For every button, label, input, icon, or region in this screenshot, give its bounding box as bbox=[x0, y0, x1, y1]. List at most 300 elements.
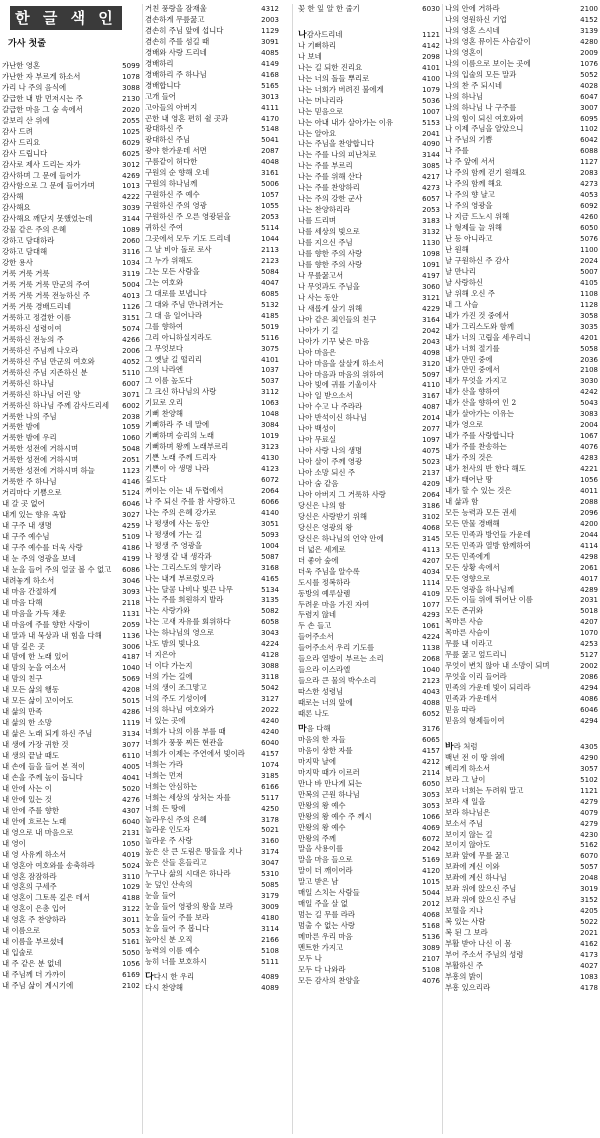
index-entry bbox=[145, 256, 279, 267]
index-entry bbox=[298, 293, 440, 304]
entry-number: 5042 bbox=[261, 684, 279, 693]
index-entry bbox=[2, 674, 140, 685]
entry-title: 감사해요 깨닫지 못했었는데 bbox=[2, 214, 93, 224]
index-entry bbox=[145, 716, 279, 727]
entry-number: 3123 bbox=[261, 443, 279, 452]
entry-number: 3012 bbox=[122, 160, 140, 169]
entry-title: 나 주를 bbox=[445, 146, 469, 156]
entry-title: 만왕의 주께 bbox=[298, 833, 337, 843]
entry-title: 내게 있는 향유 옥합 bbox=[2, 510, 67, 520]
entry-title: 내가 너의 고립을 세우리니 bbox=[445, 332, 531, 342]
entry-number: 3122 bbox=[122, 905, 140, 914]
entry-title: 내 구주 내 생명 bbox=[2, 521, 52, 531]
entry-number: 4222 bbox=[122, 193, 140, 202]
index-entry bbox=[145, 37, 279, 48]
index-entry bbox=[2, 685, 140, 696]
entry-number: 4283 bbox=[580, 454, 598, 463]
index-entry bbox=[145, 563, 279, 574]
entry-title: 거룩하신 전능의 주 bbox=[2, 334, 64, 344]
entry-title: 그 누가 위해도 bbox=[145, 255, 193, 265]
entry-number: 4140 bbox=[261, 508, 279, 517]
entry-number: 4123 bbox=[261, 465, 279, 474]
entry-title: 나 주의 영광을 bbox=[445, 201, 493, 211]
entry-number: 2123 bbox=[422, 677, 440, 686]
entry-title: 백년 전 이 땅 위에 bbox=[445, 752, 505, 762]
entry-title: 내 맘의 눈을 여소서 bbox=[2, 663, 67, 673]
entry-number: 6050 bbox=[422, 779, 440, 788]
index-entry bbox=[445, 672, 598, 683]
entry-title: 마음의 한 자들 bbox=[298, 734, 346, 744]
entry-number: 2088 bbox=[580, 497, 598, 506]
entry-number: 3164 bbox=[422, 315, 440, 324]
entry-number: 5069 bbox=[122, 675, 140, 684]
index-entry bbox=[145, 891, 279, 902]
index-entry bbox=[298, 183, 440, 194]
entry-title: 나 무엇과도 주님을 bbox=[298, 281, 360, 291]
index-entry bbox=[445, 917, 598, 928]
entry-title: 경배합니다 bbox=[145, 80, 181, 90]
index-entry bbox=[145, 245, 279, 256]
index-entry bbox=[445, 103, 598, 114]
entry-title: 나아 사랑 나의 생명 bbox=[298, 446, 363, 456]
entry-title: 내 삶은 노래 되게 하신 주님 bbox=[2, 729, 93, 739]
index-entry bbox=[445, 884, 598, 895]
entry-title: 내가 산을 향하여 인 2 bbox=[445, 398, 517, 408]
entry-number: 4230 bbox=[580, 830, 598, 839]
index-entry bbox=[445, 508, 598, 519]
index-entry bbox=[2, 663, 140, 674]
entry-title: 내 말과 내 묵상과 내 힘을 다해 bbox=[2, 630, 102, 640]
index-entry bbox=[445, 146, 598, 157]
entry-title: 나는 주를 나의 피난처로 bbox=[298, 150, 377, 160]
entry-number: 2077 bbox=[422, 425, 440, 434]
entry-number: 3183 bbox=[422, 217, 440, 226]
entry-title: 나아 소망 되신 주 bbox=[298, 468, 356, 478]
entry-number: 4076 bbox=[422, 976, 440, 985]
entry-title: 나의 안에 거하라 bbox=[445, 4, 500, 13]
entry-title: 난 원해 bbox=[445, 244, 469, 254]
entry-number: 1013 bbox=[122, 182, 140, 191]
entry-number: 2064 bbox=[422, 490, 440, 499]
entry-title: 강하고 담대하라 bbox=[2, 236, 55, 246]
entry-title: 나는 알아요 bbox=[298, 128, 337, 138]
index-entry bbox=[298, 757, 440, 768]
index-entry bbox=[298, 304, 440, 315]
entry-number: 4100 bbox=[422, 74, 440, 83]
entry-number: 6066 bbox=[261, 497, 279, 506]
entry-title: 거친 풍랑을 잠재울 bbox=[145, 4, 207, 13]
entry-title: 나의 힘이 되신 여호와여 bbox=[445, 113, 524, 123]
entry-number: 2053 bbox=[261, 213, 279, 222]
entry-number: 5037 bbox=[261, 377, 279, 386]
index-entry bbox=[445, 830, 598, 841]
entry-title: 내 영혼의 구세주 bbox=[2, 882, 57, 892]
entry-number: 4068 bbox=[422, 523, 440, 532]
index-entry bbox=[298, 205, 440, 216]
entry-number: 4068 bbox=[422, 911, 440, 920]
entry-number: 4075 bbox=[422, 447, 440, 456]
entry-title: 모든 만물 경배해 bbox=[445, 518, 500, 528]
entry-number: 1066 bbox=[422, 812, 440, 821]
index-entry bbox=[298, 96, 440, 107]
index-entry bbox=[445, 179, 598, 190]
entry-number: 3160 bbox=[261, 837, 279, 846]
index-entry bbox=[145, 168, 279, 179]
entry-number: 4212 bbox=[422, 757, 440, 766]
entry-number: 2083 bbox=[580, 169, 598, 178]
entry-number: 4090 bbox=[422, 140, 440, 149]
entry-title: 그곳에서 모두 기도 드리네 bbox=[145, 234, 231, 244]
index-entry bbox=[298, 52, 440, 63]
index-entry bbox=[445, 530, 598, 541]
index-entry bbox=[2, 313, 140, 324]
entry-title: 너의 주도 기성이에 bbox=[145, 694, 207, 704]
entry-title: 당신은 하나님의 언약 안에 bbox=[298, 533, 384, 543]
entry-number: 1114 bbox=[422, 578, 440, 587]
entry-title: 그 옛날 길 떨리리 bbox=[145, 354, 203, 364]
entry-title: 내가 할 수 있는 것은 bbox=[445, 485, 512, 495]
entry-title: 내가 영으로 bbox=[445, 420, 484, 430]
entry-title: 내 주님께 더 가까이 bbox=[2, 970, 67, 980]
index-entry bbox=[145, 825, 279, 836]
entry-title: 나아 같은 죄인들의 친구 bbox=[298, 314, 377, 324]
entry-title: 높은 산 큰 도림은 땅들을 지나 bbox=[145, 847, 243, 857]
index-entry bbox=[2, 751, 140, 762]
index-entry bbox=[445, 961, 598, 972]
index-entry bbox=[445, 15, 598, 26]
index-entry bbox=[2, 510, 140, 521]
index-entry bbox=[445, 157, 598, 168]
entry-title: 내가 너희 절기를 bbox=[445, 343, 500, 353]
entry-number: 5074 bbox=[122, 324, 140, 333]
entry-number: 4110 bbox=[422, 381, 440, 390]
entry-title: 보좌에 계신 하나님 bbox=[445, 873, 507, 883]
entry-number: 5085 bbox=[261, 881, 279, 890]
index-entry bbox=[298, 370, 440, 381]
index-entry bbox=[145, 749, 279, 760]
entry-title: 강물 같은 주의 은혜 bbox=[2, 225, 67, 235]
entry-number: 6046 bbox=[580, 706, 598, 714]
entry-title: 너희가 이제는 주연에서 빛이라 bbox=[145, 748, 245, 758]
entry-title: 거룩하신 주님께 나오라 bbox=[2, 345, 79, 355]
entry-number: 5057 bbox=[580, 863, 598, 872]
entry-title: 나아가 기 길 bbox=[298, 325, 339, 335]
entry-number: 6092 bbox=[580, 202, 598, 211]
entry-number: 2068 bbox=[422, 655, 440, 664]
entry-title: 두 손 들고 bbox=[298, 621, 332, 631]
entry-title: 내가 산을 향하여 bbox=[445, 387, 500, 397]
entry-title: 가리 나 주의 음식에 bbox=[2, 82, 67, 92]
entry-number: 5082 bbox=[261, 607, 279, 616]
entry-number: 6050 bbox=[580, 224, 598, 233]
entry-number: 3134 bbox=[122, 730, 140, 739]
index-entry bbox=[145, 595, 279, 606]
index-entry bbox=[445, 464, 598, 475]
entry-number: 1121 bbox=[422, 30, 440, 39]
entry-title: 만왕의 왕 예수 주 께시 bbox=[298, 811, 372, 821]
index-entry bbox=[145, 486, 279, 497]
entry-number: 1108 bbox=[580, 289, 598, 298]
letter-heading: 바 bbox=[445, 741, 454, 752]
entry-number: 1070 bbox=[580, 629, 598, 638]
entry-number: 2012 bbox=[422, 900, 440, 909]
index-entry bbox=[298, 391, 440, 402]
entry-title: 나 주님의 기쁨 bbox=[445, 135, 493, 145]
index-entry bbox=[445, 278, 598, 289]
entry-number: 5109 bbox=[122, 532, 140, 541]
entry-number: 2131 bbox=[122, 828, 140, 837]
entry-number: 1044 bbox=[261, 235, 279, 244]
index-entry bbox=[145, 442, 279, 453]
index-entry bbox=[298, 271, 440, 282]
entry-title: 내려놓게 하소서 bbox=[2, 575, 55, 585]
entry-number: 6057 bbox=[422, 195, 440, 204]
entry-number: 5041 bbox=[261, 136, 279, 145]
entry-number: 3043 bbox=[261, 629, 279, 638]
entry-number: 4312 bbox=[261, 5, 279, 13]
entry-title: 믿음의 형제들이여 bbox=[445, 715, 505, 725]
entry-number: 5099 bbox=[122, 62, 140, 70]
entry-number: 1050 bbox=[122, 839, 140, 848]
entry-number: 4146 bbox=[122, 478, 140, 487]
entry-number: 5058 bbox=[580, 344, 598, 353]
entry-title: 내 눈을 들어 주의 얼굴 볼 수 없고 bbox=[2, 564, 112, 574]
entry-title: 나는 너의 돌들 뿌리로 bbox=[298, 73, 370, 83]
index-entry bbox=[145, 81, 279, 92]
index-entry bbox=[298, 556, 440, 567]
index-entry bbox=[445, 661, 598, 672]
index-entry bbox=[2, 357, 140, 368]
entry-number: 5168 bbox=[422, 922, 440, 931]
entry-title: 놀라운 주 사랑 bbox=[145, 836, 193, 846]
entry-title: 부어 주소서 주님의 성령 bbox=[445, 950, 524, 960]
entry-title: 나 평생에 가는 길 bbox=[145, 529, 203, 539]
index-entry bbox=[445, 431, 598, 442]
entry-title: 나 주의 향 날고 bbox=[445, 190, 495, 200]
entry-number: 1056 bbox=[580, 475, 598, 484]
entry-title: 곤한 내 영혼 편히 쉴 곳과 bbox=[145, 113, 229, 123]
entry-title: 너 지은아 bbox=[145, 650, 176, 660]
index-entry bbox=[2, 981, 140, 992]
entry-title: 말이 더 깨이어라 bbox=[298, 866, 353, 876]
index-entry bbox=[2, 828, 140, 839]
index-entry bbox=[145, 552, 279, 563]
entry-title: 겸손히 주님 앞에 섭니다 bbox=[145, 25, 224, 35]
index-entry bbox=[2, 433, 140, 444]
entry-number: 2100 bbox=[580, 5, 598, 13]
entry-title: 복 된 그 보라 bbox=[445, 928, 488, 938]
entry-title: 내 영이 bbox=[2, 838, 26, 848]
entry-number: 4208 bbox=[122, 686, 140, 695]
entry-number: 3161 bbox=[261, 169, 279, 178]
index-entry bbox=[145, 59, 279, 70]
entry-title: 구원의 순 향해 오네 bbox=[145, 168, 210, 178]
index-entry bbox=[445, 585, 598, 596]
entry-number: 5052 bbox=[580, 70, 598, 79]
index-entry bbox=[445, 742, 598, 753]
entry-number: 4105 bbox=[580, 278, 598, 287]
entry-number: 3093 bbox=[122, 587, 140, 596]
entry-title: 날 구원하신 주 감사 bbox=[445, 255, 510, 265]
entry-number: 6040 bbox=[122, 817, 140, 826]
entry-title: 고아들의 아버지 bbox=[145, 102, 198, 112]
entry-title: 당신은 사랑받기 위해 bbox=[298, 511, 367, 521]
entry-title: 거룩한 주 하나님 bbox=[2, 477, 57, 487]
entry-number: 1079 bbox=[422, 85, 440, 94]
index-entry bbox=[445, 552, 598, 563]
entry-title: 내 맘 깊은 곳 bbox=[2, 641, 45, 651]
index-entry bbox=[298, 823, 440, 834]
entry-number: 1138 bbox=[422, 644, 440, 653]
entry-number: 1074 bbox=[261, 760, 279, 769]
entry-title: 거룩한 성전에 거하시며 bbox=[2, 455, 79, 465]
entry-number: 4266 bbox=[122, 335, 140, 344]
entry-title: 내 손을 주께 높이 듭니다 bbox=[2, 772, 83, 782]
entry-number: 3060 bbox=[422, 282, 440, 291]
entry-number: 1055 bbox=[261, 202, 279, 211]
index-entry bbox=[2, 291, 140, 302]
entry-title: 모든 이들 위에 뛰어난 이름 bbox=[445, 595, 533, 605]
entry-title: 내 마음 다해 bbox=[2, 597, 43, 607]
entry-title: 내 주님 삶이 계시기에 bbox=[2, 981, 74, 991]
index-entry bbox=[298, 932, 440, 943]
index-entry bbox=[298, 249, 440, 260]
index-entry bbox=[298, 413, 440, 424]
entry-title: 눈을 들어 주를 보라 bbox=[145, 913, 210, 923]
entry-title: 나아 무료실 bbox=[298, 435, 337, 445]
entry-number: 4224 bbox=[261, 640, 279, 649]
index-entry bbox=[445, 808, 598, 819]
entry-title: 바라 처럼 bbox=[445, 741, 478, 752]
entry-title: 보혈을 지나 bbox=[445, 906, 484, 916]
entry-title: 그를 향하여 bbox=[145, 321, 184, 331]
entry-title: 내 안에 사는 이 bbox=[2, 783, 52, 793]
entry-number: 4089 bbox=[261, 972, 279, 981]
index-entry bbox=[298, 435, 440, 446]
entry-title: 무릎 꿇고 엎드리니 bbox=[445, 650, 507, 660]
entry-number: 4240 bbox=[261, 716, 279, 725]
index-entry bbox=[298, 227, 440, 238]
entry-title: 나아가 기꾸 낮은 마음 bbox=[298, 336, 370, 346]
entry-title: 거룩하신 성령이여 bbox=[2, 323, 62, 333]
index-entry bbox=[298, 512, 440, 523]
column-divider bbox=[442, 4, 443, 1134]
entry-title: 다다시 한 우리 bbox=[145, 971, 195, 982]
index-entry bbox=[298, 877, 440, 888]
entry-number: 3011 bbox=[122, 916, 140, 925]
entry-number: 3114 bbox=[261, 925, 279, 934]
index-entry bbox=[145, 972, 279, 983]
index-entry bbox=[145, 617, 279, 628]
entry-title: 나아 숨 같음 bbox=[298, 479, 339, 489]
index-entry bbox=[145, 902, 279, 913]
entry-title: 나아 백성이 bbox=[298, 424, 337, 434]
entry-title: 그 날 비아 돌로 로사 bbox=[145, 244, 212, 254]
entry-number: 4305 bbox=[580, 742, 598, 751]
entry-number: 5169 bbox=[422, 856, 440, 865]
entry-number: 6085 bbox=[261, 289, 279, 298]
entry-number: 4201 bbox=[580, 333, 598, 342]
entry-title: 보소서 주님 bbox=[445, 818, 484, 828]
index-entry bbox=[145, 541, 279, 552]
index-entry bbox=[145, 760, 279, 771]
entry-number: 5117 bbox=[261, 793, 279, 802]
index-entry bbox=[298, 282, 440, 293]
entry-title: 나는 찬양하리라 bbox=[298, 205, 351, 215]
entry-title: 내 이름으로 bbox=[2, 926, 41, 936]
entry-title: 매일 주을 살 없 bbox=[298, 899, 348, 909]
entry-number: 1077 bbox=[422, 600, 440, 609]
index-entry bbox=[145, 574, 279, 585]
index-entry bbox=[445, 442, 598, 453]
index-entry bbox=[445, 716, 598, 727]
index-entry bbox=[298, 468, 440, 479]
index-entry bbox=[298, 844, 440, 855]
index-entry bbox=[2, 302, 140, 313]
entry-number: 2004 bbox=[580, 421, 598, 430]
index-entry bbox=[2, 236, 140, 247]
index-entry bbox=[2, 773, 140, 784]
index-entry bbox=[145, 946, 279, 957]
entry-number: 2014 bbox=[422, 414, 440, 423]
entry-title: 능력의 이름 예수 bbox=[145, 945, 200, 955]
entry-number: 5161 bbox=[122, 938, 140, 947]
entry-number: 6072 bbox=[422, 834, 440, 843]
entry-number: 2003 bbox=[261, 15, 279, 24]
index-entry bbox=[298, 610, 440, 621]
entry-title: 모든 상황 속에서 bbox=[445, 562, 500, 572]
entry-title: 나아 빛에 귀를 기울이사 bbox=[298, 380, 377, 390]
index-entry bbox=[298, 501, 440, 512]
index-entry bbox=[2, 258, 140, 269]
entry-title: 때론 나도 bbox=[298, 709, 329, 719]
entry-title: 내 영혼이 은총 입어 bbox=[2, 904, 67, 914]
entry-number: 5006 bbox=[261, 180, 279, 189]
entry-number: 2055 bbox=[122, 116, 140, 125]
entry-title: 꽃 한 잎 알 한 줄기 bbox=[298, 4, 360, 13]
index-entry bbox=[445, 983, 598, 994]
entry-number: 2086 bbox=[580, 673, 598, 682]
entry-title: 거룩한 밤에 bbox=[2, 422, 41, 432]
entry-title: 나도 밤의 빛나요 bbox=[145, 639, 200, 649]
index-entry bbox=[445, 786, 598, 797]
entry-title: 들어주소서 bbox=[298, 632, 334, 642]
index-entry bbox=[445, 683, 598, 694]
entry-number: 1004 bbox=[261, 541, 279, 550]
entry-title: 거룩 거룩 거룩 만군의 주여 bbox=[2, 280, 90, 290]
index-entry bbox=[298, 63, 440, 74]
entry-number: 6088 bbox=[580, 147, 598, 156]
entry-title: 나 평생 주 영광을 bbox=[145, 540, 203, 550]
entry-title: 구름같이 허다한 bbox=[145, 157, 198, 167]
entry-title: 내 주 같은 분 없네 bbox=[2, 959, 62, 969]
entry-number: 3118 bbox=[261, 673, 279, 682]
entry-title: 그 대로를 보냅니다 bbox=[145, 288, 207, 298]
index-entry bbox=[2, 324, 140, 335]
entry-title: 나의 영혼이 bbox=[445, 47, 484, 57]
entry-number: 4260 bbox=[580, 213, 598, 222]
index-entry bbox=[2, 368, 140, 379]
index-entry bbox=[145, 70, 279, 81]
column-divider bbox=[292, 4, 293, 1134]
index-entry bbox=[145, 48, 279, 59]
entry-number: 1061 bbox=[422, 622, 440, 631]
entry-number: 2024 bbox=[580, 256, 598, 265]
entry-title: 나는 너희가 버려진 불에게 bbox=[298, 84, 384, 94]
index-entry bbox=[298, 724, 440, 735]
index-entry bbox=[445, 939, 598, 950]
entry-number: 6046 bbox=[122, 500, 140, 509]
